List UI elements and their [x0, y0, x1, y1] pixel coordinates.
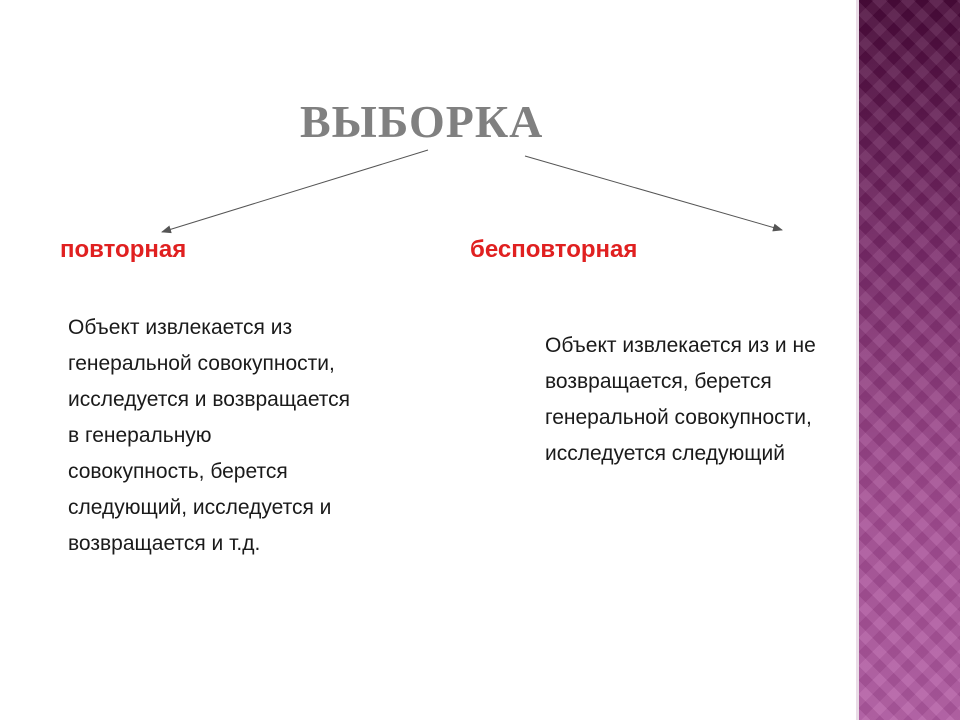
arrow-right: [525, 156, 782, 230]
branch-label-repeated: повторная: [60, 236, 187, 263]
description-repeated: Объект извлекается из генеральной совокупности, исследуется и возвращается в генеральную совокупность, берется следующий, исследуется и возвращается и т.д.: [68, 316, 351, 555]
arrow-left: [162, 150, 428, 232]
branch-label-non-repeated: бесповторная: [470, 236, 638, 263]
slide-title: ВЫБОРКА: [300, 96, 544, 147]
description-non-repeated: Объект извлекается из и не возвращается, берется генеральной совокупности, исследуется следующий: [545, 334, 816, 465]
